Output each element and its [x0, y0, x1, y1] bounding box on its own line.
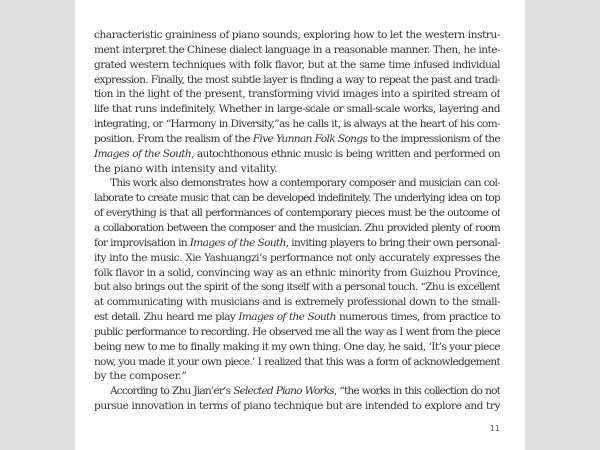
document-page	[75, 0, 525, 450]
text-line: This work also demonstrates how a contemporary composer and musician can col-	[110, 177, 500, 190]
text-line: position. From the realism of the Five Yunnan Folk Songs to the impressionism of the	[94, 132, 500, 145]
text-line: ity into the music. Xie Yashuangzi’s performance not only accurately expresses the	[94, 251, 500, 264]
text-line: integrating, or “Harmony in Diversity,”as he calls it, is always at the heart of his com-	[94, 118, 500, 131]
text-line: grated western techniques with folk flavor, but at the same time infused individual	[94, 58, 500, 71]
italic-title: Images of the South	[189, 236, 286, 249]
text-line: est detail. Zhu heard me play Images of the South numerous times, from practice to	[94, 311, 500, 324]
text-line: for improvisation in Images of the South, inviting players to bring their own personal-	[94, 236, 500, 249]
italic-title: Images of the South	[238, 311, 336, 324]
text-line: at communicating with musicians and is extremely professional down to the small-	[94, 296, 500, 309]
text-line: by the composer.”	[94, 370, 187, 383]
text-line: a collaboration between the composer and the musician. Zhu provided plenty of room	[94, 221, 500, 234]
text-line: pursue innovation in terms of piano technique but are intended to explore and try	[94, 400, 500, 413]
text-line: of everything is that all performances of contemporary pieces must be the outcome of	[94, 207, 500, 220]
italic-title: Selected Piano Works	[233, 385, 334, 398]
text-line: Images of the South, autochthonous ethnic music is being written and performed on	[94, 147, 500, 160]
text-line: life that runs indefinitely. Whether in large-scale or small-scale works, layering and	[94, 103, 500, 116]
italic-title: Images of the South	[94, 147, 192, 160]
text-line: ment interpret the Chinese dialect language in a reasonable manner. Then, he inte-	[94, 43, 500, 56]
text-line: According to Zhu Jian’er’s Selected Piano Works, “the works in this collection do not	[110, 385, 500, 398]
text-line: public performance to recording. He observed me all the way as I went from the piece	[94, 325, 500, 338]
text-line: tion in the light of the present, transforming vivid images into a spirited stream of	[94, 88, 500, 101]
text-line: the piano with intensity and vitality.	[94, 162, 278, 175]
text-line: now, you made it your own piece.’ I realized that this was a form of acknowledgement	[94, 355, 500, 368]
text-line: being new to me to finally making it my own thing. One day, he said, ‘It’s your piece	[94, 340, 500, 353]
text-line: but also brings out the spirit of the song itself with a personal touch. “Zhu is excellent	[94, 281, 500, 294]
body-text	[94, 28, 500, 414]
text-line: expression. Finally, the most subtle layer is finding a way to repeat the past and tradi-	[94, 73, 500, 86]
text-line: laborate to create music that can be developed indefinitely. The underlying idea on top	[94, 192, 500, 205]
text-line: characteristic graininess of piano sounds, exploring how to let the western instru-	[94, 29, 500, 41]
page-number: 11	[489, 424, 500, 433]
italic-title: Five Yunnan Folk Songs	[252, 132, 368, 145]
text-line: folk flavor in a solid, convincing way as an ethnic minority from Guizhou Province,	[94, 266, 500, 279]
